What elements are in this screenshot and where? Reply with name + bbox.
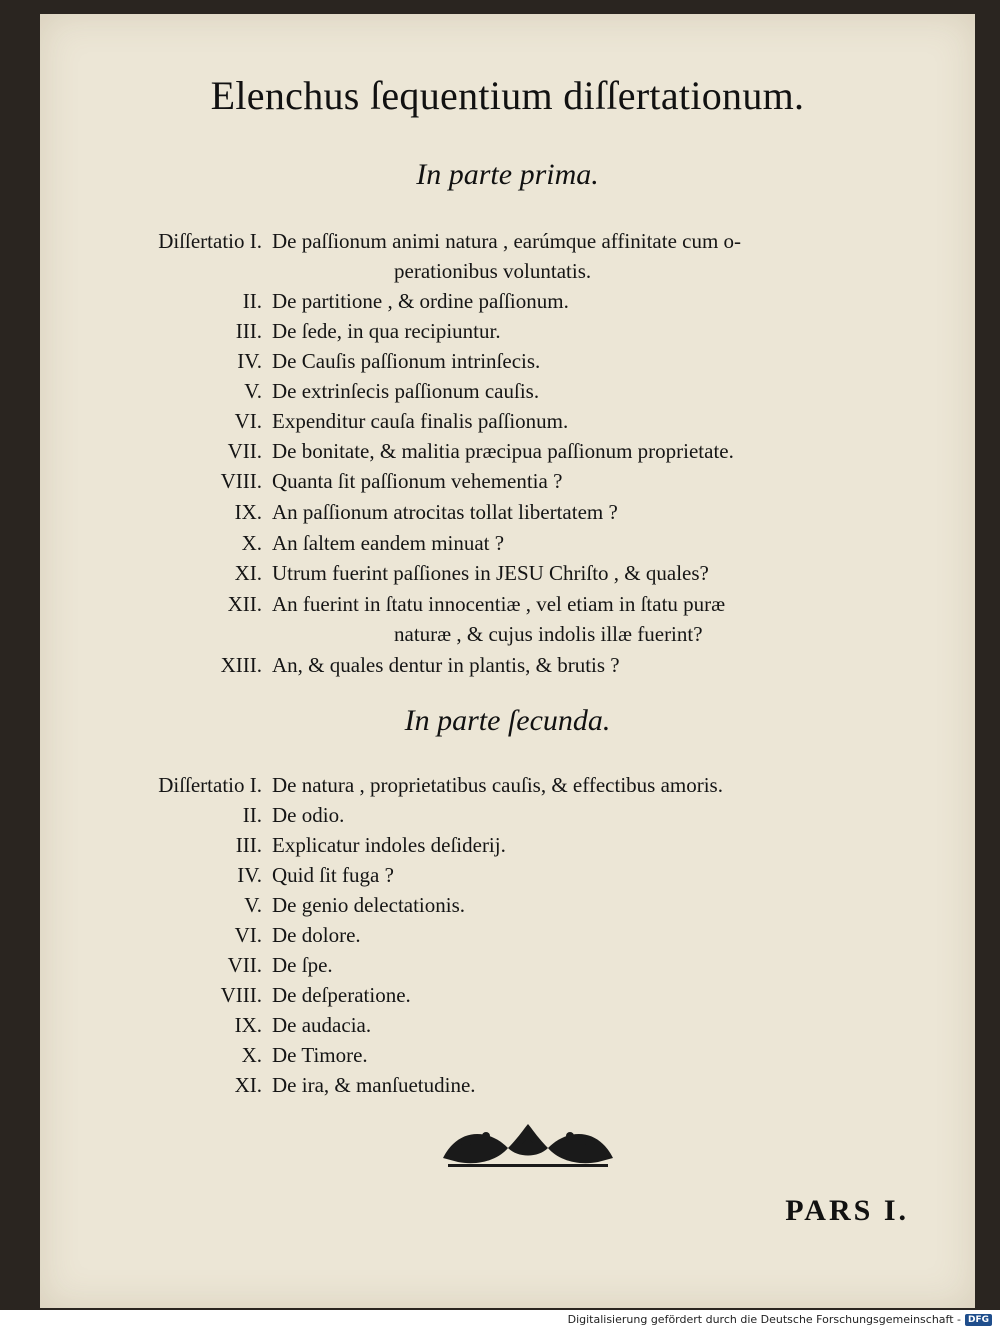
entry-number: IX.	[234, 500, 262, 524]
entry-line: De paſſionum animi natura , earúmque affinitate cum o-	[272, 229, 742, 253]
entry-number: III.	[235, 319, 262, 343]
entry-number: VII.	[227, 953, 262, 977]
entry-number: XI.	[234, 561, 262, 585]
entry-text: An ſaltem eandem minuat ?	[272, 531, 505, 555]
book-page	[40, 14, 975, 1308]
entry-number: IX.	[234, 1013, 262, 1037]
page-heading: Elenchus ſequentium diſſertationum.	[210, 73, 805, 118]
entry-number: III.	[235, 833, 262, 857]
entry-text: Expenditur cauſa finalis paſſionum.	[272, 409, 569, 433]
floral-ornament-icon	[438, 1118, 618, 1172]
entry-text: De audacia.	[272, 1013, 372, 1037]
entry-number: XI.	[234, 1073, 262, 1097]
part-two-title: In parte ſecunda.	[404, 704, 611, 737]
entry-number: VIII.	[220, 469, 262, 493]
entry-continuation: perationibus voluntatis.	[394, 259, 592, 283]
digitization-footer	[568, 1313, 992, 1326]
dfg-logo-icon: DFG	[965, 1314, 992, 1326]
entry-number: II.	[242, 803, 262, 827]
entry-text: Quanta ſit paſſionum vehementia ?	[272, 469, 563, 493]
entry-text: De dolore.	[272, 923, 361, 947]
entry-text: De extrinſecis paſſionum cauſis.	[272, 379, 540, 403]
entry-number: II.	[242, 289, 262, 313]
entry-number: VI.	[234, 923, 262, 947]
entry-continuation: naturæ , & cujus indolis illæ fuerint?	[394, 622, 703, 646]
entry-line: An fuerint in ſtatu innocentiæ , vel etiam in ſtatu puræ	[272, 592, 726, 616]
entry-text: An paſſionum atrocitas tollat libertatem ?	[272, 500, 618, 524]
catchword: PARS I.	[785, 1194, 909, 1227]
entry-text: De odio.	[272, 803, 345, 827]
entry-text: De ſede, in qua recipiuntur.	[272, 319, 501, 343]
entry-text: Utrum fuerint paſſiones in JESU Chriſto , & quales?	[272, 561, 709, 585]
entry-number: IV.	[237, 863, 262, 887]
entry-text: An, & quales dentur in plantis, & brutis ?	[272, 653, 620, 677]
entry-text: De ſpe.	[272, 953, 333, 977]
entry-number: V.	[244, 893, 262, 917]
part-one-title: In parte prima.	[416, 158, 599, 191]
entry-text: De ira, & manſuetudine.	[272, 1073, 476, 1097]
entry-number: X.	[241, 531, 262, 555]
entry-text: De natura , proprietatibus cauſis, & effectibus amoris.	[272, 773, 723, 797]
entry-number: VII.	[227, 439, 262, 463]
entry-text	[272, 226, 935, 286]
entry-text: De deſperatione.	[272, 983, 411, 1007]
entry-number: V.	[244, 379, 262, 403]
entry-number: Diſſertatio I.	[158, 229, 262, 253]
entry-text	[272, 589, 935, 649]
entry-number: XIII.	[220, 653, 262, 677]
entry-text: De Cauſis paſſionum intrinſecis.	[272, 349, 541, 373]
entry-text: De Timore.	[272, 1043, 368, 1067]
entry-text: Explicatur indoles deſiderij.	[272, 833, 506, 857]
entry-number: Diſſertatio I.	[158, 773, 262, 797]
entry-text: Quid ſit fuga ?	[272, 863, 394, 887]
entry-number: X.	[241, 1043, 262, 1067]
footer-text: Digitalisierung gefördert durch die Deutsche Forschungsgemeinschaft -	[567, 1313, 961, 1326]
entry-text: De genio delectationis.	[272, 893, 466, 917]
entry-number: VIII.	[220, 983, 262, 1007]
entry-number: XII.	[227, 592, 262, 616]
entry-text: De bonitate, & malitia præcipua paſſionum proprietate.	[272, 439, 734, 463]
entry-number: VI.	[234, 409, 262, 433]
entry-number: IV.	[237, 349, 262, 373]
entry-text: De partitione , & ordine paſſionum.	[272, 289, 569, 313]
